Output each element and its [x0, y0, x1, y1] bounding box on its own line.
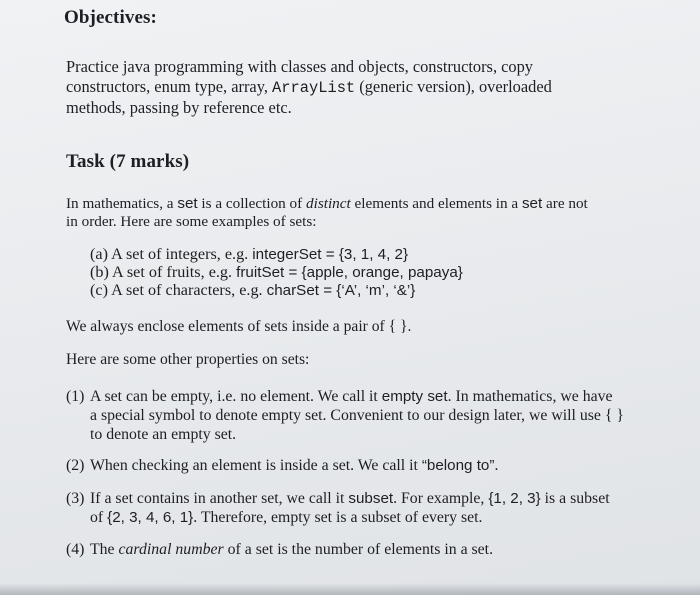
- property-2-text-b: .: [494, 457, 499, 474]
- other-properties-sentence: Here are some other properties on sets:: [66, 351, 310, 368]
- property-2-line-1: [66, 456, 626, 475]
- property-3-line-2: [66, 508, 626, 527]
- objectives-line-2-text-b: (generic version), overloaded: [359, 77, 552, 96]
- intro-text-d: are not: [546, 195, 588, 212]
- set-term-2: set: [521, 195, 543, 212]
- objectives-line-3: methods, passing by reference etc.: [66, 98, 292, 117]
- property-4-text-a: The: [90, 541, 115, 558]
- property-4-text-b: of a set is the number of elements in a set.: [227, 541, 494, 558]
- property-4-number: (4): [66, 541, 85, 558]
- intro-line-1: [66, 195, 636, 213]
- intro-line-2: in order. Here are some examples of sets:: [66, 213, 317, 230]
- example-a-text: (a) A set of integers, e.g.: [90, 245, 253, 263]
- intro-text-c: elements and elements in a: [354, 195, 519, 212]
- objectives-line-2: [66, 77, 636, 98]
- property-3-text-c: is a subset: [544, 490, 610, 507]
- property-1-line-2: a special symbol to denote empty set. Convenient to our design later, we will use { }: [90, 407, 624, 424]
- task-heading: Task (7 marks): [66, 151, 190, 172]
- enclose-sentence: We always enclose elements of sets inside a pair of { }.: [66, 318, 412, 335]
- property-3-text-b: . For example,: [393, 490, 485, 507]
- objectives-line-1: Practice java programming with classes and objects, constructors, copy: [66, 57, 533, 76]
- property-1-text-a: A set can be empty, i.e. no element. We call it: [90, 388, 378, 405]
- property-3-text-e: . Therefore, empty set is a subset of every set.: [193, 509, 483, 526]
- distinct-term: distinct: [306, 195, 351, 212]
- example-b-set: fruitSet = {apple, orange, papaya}: [236, 264, 463, 281]
- property-4-line-1: [66, 540, 626, 559]
- property-3-text-a: If a set contains in another set, we call it: [90, 490, 345, 507]
- belong-to-term: “belong to”: [421, 457, 495, 474]
- property-1-number: (1): [66, 388, 85, 405]
- example-a: [90, 245, 408, 264]
- example-c-set: charSet = {‘A’, ‘m’, ‘&’}: [266, 282, 416, 299]
- task-intro: [66, 195, 636, 231]
- property-1-line-3: to denote an empty set.: [90, 426, 237, 443]
- example-c-text: (c) A set of characters, e.g.: [90, 281, 267, 299]
- objectives-paragraph: [66, 57, 636, 118]
- example-c: [90, 281, 415, 300]
- example-a-set: integerSet = {3, 1, 4, 2}: [252, 246, 409, 263]
- example-b-text: (b) A set of fruits, e.g.: [90, 263, 237, 281]
- property-2-text-a: When checking an element is inside a set. We call it: [90, 457, 418, 474]
- superset-example-set: {2, 3, 4, 6, 1}: [107, 509, 194, 526]
- intro-text-b: is a collection of: [201, 195, 303, 212]
- property-1-text-b: . In mathematics, we have: [447, 388, 613, 405]
- property-3: [66, 489, 626, 527]
- subset-term: subset: [348, 490, 394, 507]
- objectives-heading: Objectives:: [64, 7, 157, 28]
- property-3-number: (3): [66, 490, 85, 507]
- example-b: [90, 263, 463, 282]
- objectives-line-2-text-a: constructors, enum type, array,: [66, 77, 268, 96]
- intro-text-a: In mathematics, a: [66, 195, 174, 212]
- set-term: set: [177, 195, 198, 212]
- property-3-line-1: [66, 489, 626, 508]
- cardinal-number-term: cardinal number: [118, 541, 224, 558]
- property-2: [66, 456, 626, 475]
- property-4: [66, 540, 626, 559]
- subset-example-set: {1, 2, 3}: [488, 490, 541, 507]
- arraylist-code: ArrayList: [272, 79, 356, 97]
- empty-set-term: empty set: [381, 388, 448, 405]
- property-2-number: (2): [66, 457, 85, 474]
- property-1: [66, 387, 626, 444]
- property-1-line-1: [66, 387, 626, 406]
- page-shadow: [0, 583, 700, 595]
- property-3-text-d: of: [90, 509, 104, 526]
